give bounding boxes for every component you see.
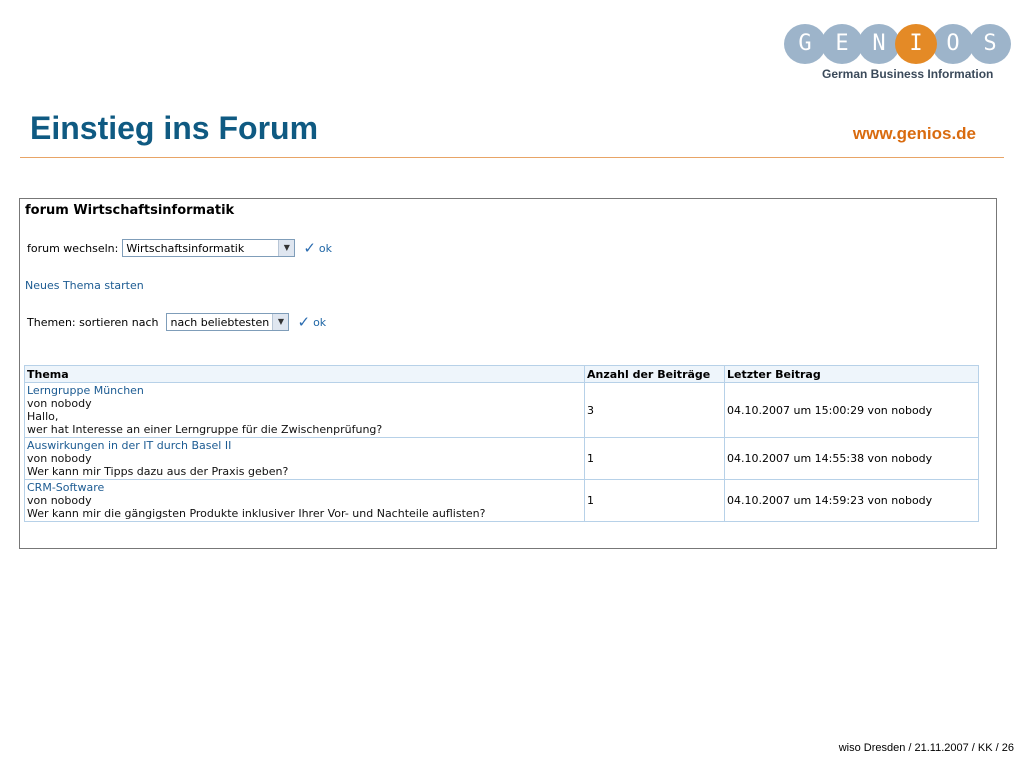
logo-letter-e: E <box>821 24 863 64</box>
topic-text-line: wer hat Interesse an einer Lerngruppe für die Zwischenprüfung? <box>27 423 383 436</box>
checkmark-icon: ✓ <box>303 239 316 257</box>
table-header-row <box>25 366 979 383</box>
forum-switch-label: forum wechseln: <box>27 241 119 255</box>
sort-label: Themen: sortieren nach <box>27 315 159 329</box>
last-post: 04.10.2007 um 14:59:23 von nobody <box>725 480 979 522</box>
logo-letters <box>784 24 1024 64</box>
sort-select[interactable] <box>166 313 289 331</box>
logo-letter-i: I <box>895 24 937 64</box>
column-header-anzahl[interactable]: Anzahl der Beiträge <box>585 366 725 383</box>
topic-link[interactable]: Lerngruppe München <box>27 384 144 397</box>
slide-footer: wiso Dresden / 21.11.2007 / KK / 26 <box>838 742 1014 754</box>
topic-author: von nobody <box>27 494 92 507</box>
chevron-down-icon[interactable]: ▼ <box>278 240 294 256</box>
table-row <box>25 438 979 480</box>
genios-logo <box>784 24 1024 84</box>
logo-letter-o: O <box>932 24 974 64</box>
table-row <box>25 383 979 438</box>
logo-tagline: German Business Information <box>822 67 994 81</box>
forum-screenshot <box>19 198 997 549</box>
title-divider <box>20 157 1004 158</box>
logo-letter-g: G <box>784 24 826 64</box>
topic-author: von nobody <box>27 452 92 465</box>
column-header-thema[interactable]: Thema <box>25 366 585 383</box>
ok-label: ok <box>313 315 327 329</box>
checkmark-icon: ✓ <box>297 313 311 331</box>
sort-select-value: nach beliebtesten <box>170 316 270 329</box>
topic-cell <box>25 480 585 522</box>
last-post: 04.10.2007 um 15:00:29 von nobody <box>725 383 979 438</box>
forum-heading: forum Wirtschaftsinformatik <box>25 203 235 218</box>
sort-ok-button[interactable] <box>297 313 326 331</box>
slide-title: Einstieg ins Forum <box>30 110 319 146</box>
table-row <box>25 480 979 522</box>
logo-letter-s: S <box>969 24 1011 64</box>
forum-select[interactable] <box>122 239 295 257</box>
column-header-letzter[interactable]: Letzter Beitrag <box>725 366 979 383</box>
topic-link[interactable]: Auswirkungen in der IT durch Basel II <box>27 439 232 452</box>
topic-link[interactable]: CRM-Software <box>27 481 105 494</box>
topic-cell <box>25 438 585 480</box>
new-topic-link[interactable]: Neues Thema starten <box>25 279 144 292</box>
topic-cell <box>25 383 585 438</box>
post-count: 1 <box>585 438 725 480</box>
last-post: 04.10.2007 um 14:55:38 von nobody <box>725 438 979 480</box>
forum-switch-ok-button[interactable] <box>303 239 332 257</box>
post-count: 1 <box>585 480 725 522</box>
sort-row <box>27 313 326 331</box>
logo-letter-n: N <box>858 24 900 64</box>
forum-switch-row <box>27 239 332 257</box>
topics-table <box>24 365 979 522</box>
post-count: 3 <box>585 383 725 438</box>
website-url: www.genios.de <box>852 124 976 143</box>
topic-text-line: Wer kann mir Tipps dazu aus der Praxis geben? <box>27 465 289 478</box>
topic-text-line: Wer kann mir die gängigsten Produkte inklusiver Ihrer Vor- und Nachteile auflisten? <box>27 507 486 520</box>
topic-author: von nobody <box>27 397 92 410</box>
topic-text-line: Hallo, <box>27 410 59 423</box>
ok-label: ok <box>318 241 333 255</box>
forum-select-value: Wirtschaftsinformatik <box>126 242 245 255</box>
chevron-down-icon[interactable]: ▼ <box>272 314 288 330</box>
